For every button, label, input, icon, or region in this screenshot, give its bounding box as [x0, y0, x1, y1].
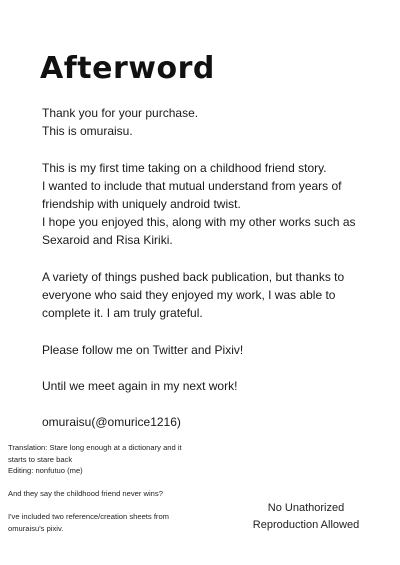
text-line: This is omuraisu.	[42, 124, 133, 139]
paragraph-story	[42, 159, 392, 250]
notice-line: No Unathorized	[267, 502, 345, 514]
text-line: omuraisu(@omurice1216)	[42, 415, 181, 430]
text-line: I wanted to include that mutual understand from years of	[42, 178, 342, 193]
paragraph-thanks	[42, 268, 392, 323]
text-line: complete it. I am truly grateful.	[42, 306, 203, 321]
author-signature	[42, 413, 392, 431]
credits-line: omuraisu's pixiv.	[8, 523, 64, 533]
translator-credits	[8, 442, 238, 534]
paragraph-follow	[42, 341, 392, 359]
paragraph-farewell	[42, 377, 392, 395]
text-line: Until we meet again in my next work!	[42, 378, 238, 393]
reproduction-notice	[240, 500, 372, 534]
credits-group-sheets	[8, 511, 238, 534]
paragraph-greeting	[42, 104, 392, 140]
text-line: everyone who said they enjoyed my work, I was able to	[42, 288, 336, 302]
text-line: Please follow me on Twitter and Pixiv!	[42, 342, 244, 357]
afterword-body	[42, 104, 392, 432]
credits-line: Translation: Stare long enough at a dictionary and it	[8, 443, 182, 452]
text-line: A variety of things pushed back publication, but thanks to	[42, 269, 345, 284]
text-line: Sexaroid and Risa Kiriki.	[42, 233, 173, 248]
credits-group-translation	[8, 442, 238, 477]
text-line: This is my first time taking on a childhood friend story.	[42, 160, 327, 175]
credits-line: I've included two reference/creation sheets from	[8, 512, 170, 521]
credits-line: And they say the childhood friend never wins?	[8, 489, 163, 498]
notice-line: Reproduction Allowed	[252, 519, 360, 531]
text-line: Thank you for your purchase.	[42, 106, 199, 120]
page-title: Afterword	[40, 51, 215, 86]
credits-line: starts to stare back	[8, 454, 73, 464]
text-line: I hope you enjoyed this, along with my other works such as	[42, 215, 356, 230]
credits-group-note	[8, 488, 238, 500]
text-line: friendship with uniquely android twist.	[42, 197, 241, 211]
credits-line: Editing: nonfutuo (me)	[8, 466, 83, 475]
